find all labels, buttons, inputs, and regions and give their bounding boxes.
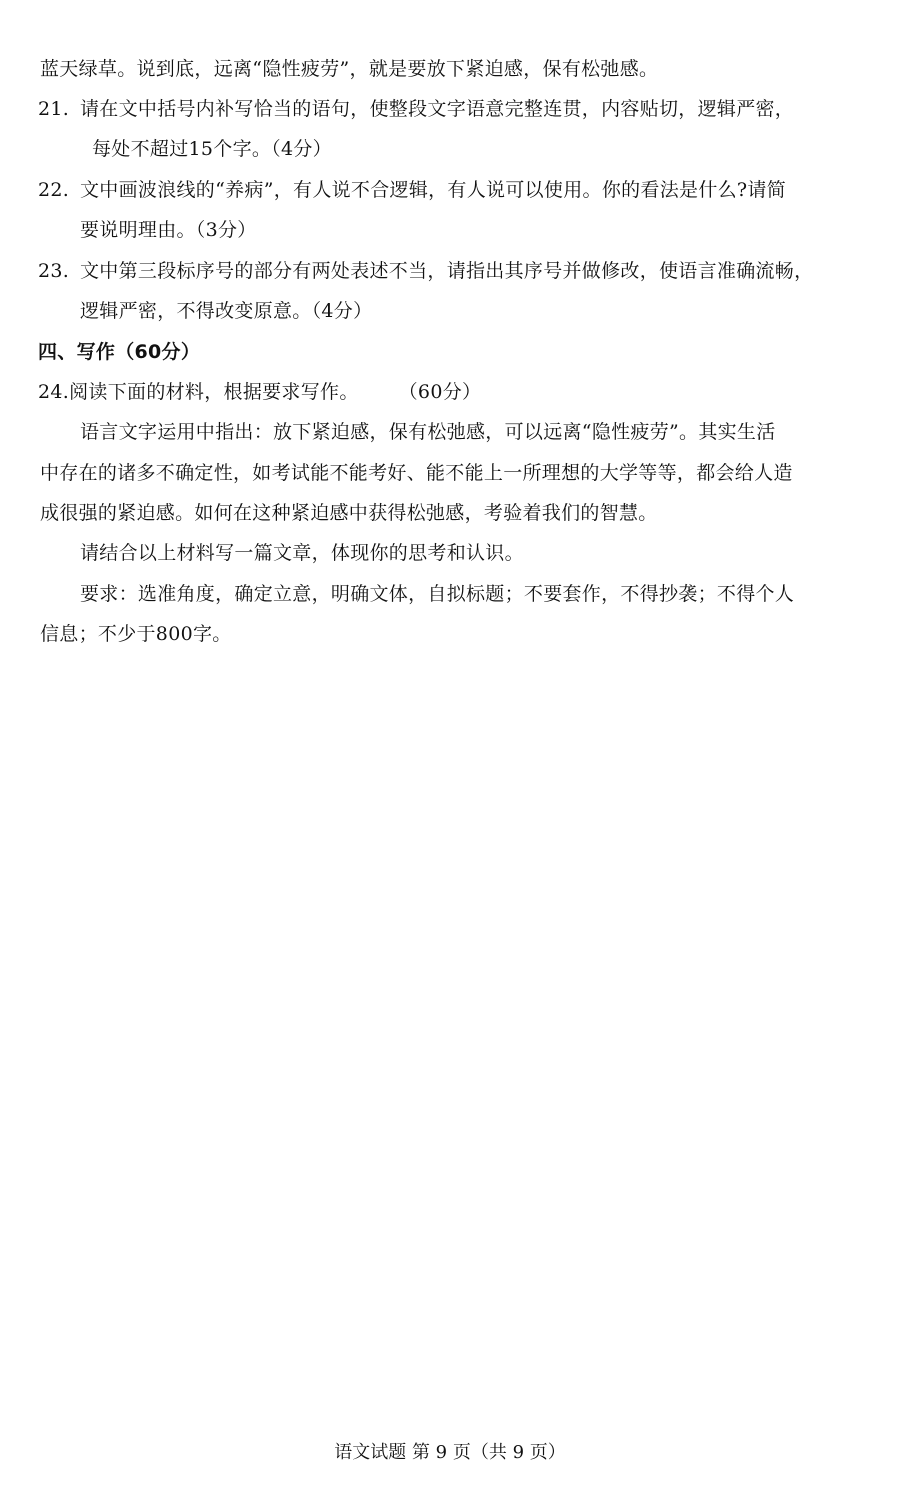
writing-instruction: 请结合以上材料写一篇文章，体现你的思考和认识。 xyxy=(80,542,524,564)
requirements-line: 信息；不少于800字。 xyxy=(40,623,232,645)
continuation-text: 蓝天绿草。说到底，远离“隐性疲劳”，就是要放下紧迫感，保有松弛感。 xyxy=(40,58,659,80)
question-24 xyxy=(38,379,481,405)
writing-score: （60分） xyxy=(398,381,482,403)
requirements-line: 要求：选准角度，确定立意，明确文体，自拟标题；不要套作，不得抄袭；不得个人 xyxy=(80,583,795,605)
question-number: 22. xyxy=(38,179,70,201)
question-23 xyxy=(38,258,813,284)
question-21 xyxy=(38,96,794,122)
question-21-continued: 每处不超过15个字。（4分） xyxy=(92,138,332,160)
material-line: 成很强的紧迫感。如何在这种紧迫感中获得松弛感，考验着我们的智慧。 xyxy=(40,502,658,524)
question-number: 23. xyxy=(38,260,70,282)
material-line: 语言文字运用中指出：放下紧迫感，保有松弛感，可以远离“隐性疲劳”。其实生活 xyxy=(80,421,776,443)
question-22-continued: 要说明理由。（3分） xyxy=(80,219,257,241)
question-text: 请在文中括号内补写恰当的语句，使整段文字语意完整连贯，内容贴切，逻辑严密， xyxy=(80,98,795,120)
page-footer: 语文试题 第 9 页（共 9 页） xyxy=(334,1442,566,1463)
question-text: 文中第三段标序号的部分有两处表述不当，请指出其序号并做修改，使语言准确流畅， xyxy=(80,260,814,282)
question-number: 21. xyxy=(38,98,70,120)
writing-prompt: 24.阅读下面的材料，根据要求写作。 xyxy=(38,381,359,403)
section-title: 四、写作（60分） xyxy=(38,341,201,363)
question-text: 文中画波浪线的“养病”，有人说不合逻辑，有人说可以使用。你的看法是什么?请简 xyxy=(80,179,787,201)
question-23-continued: 逻辑严密，不得改变原意。（4分） xyxy=(80,300,373,322)
question-22 xyxy=(38,177,786,203)
material-line: 中存在的诸多不确定性，如考试能不能考好、能不能上一所理想的大学等等，都会给人造 xyxy=(40,462,793,484)
